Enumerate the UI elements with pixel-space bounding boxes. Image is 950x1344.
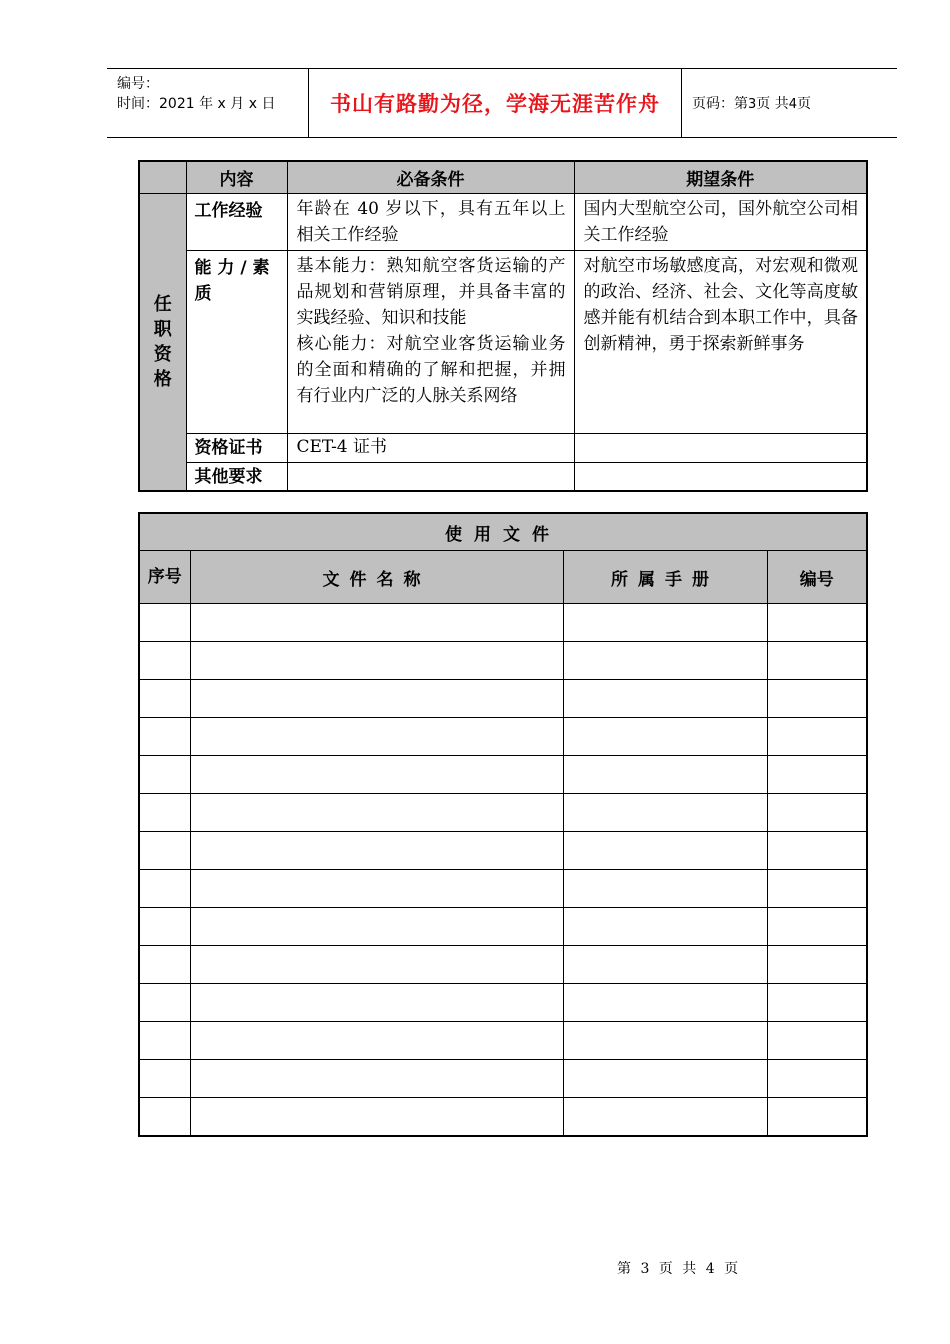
table-row [139,946,867,984]
qualification-row-experience [139,194,867,251]
cell-seq [139,908,190,946]
cell-code [767,604,867,642]
cell-manual [563,642,767,680]
table-row [139,1060,867,1098]
cell-manual [563,984,767,1022]
cell-seq [139,870,190,908]
column-header-desired: 期望条件 [574,161,867,194]
table-row [139,642,867,680]
cell-manual [563,1098,767,1137]
required-ability-core: 核心能力：对航空业客货运输业务的全面和精确的了解和把握，并拥有行业内广泛的人脉关系网络 [296,334,566,406]
document-number-label: 编号： [117,76,159,92]
cell-seq [139,680,190,718]
cell-manual [563,756,767,794]
table-row [139,870,867,908]
page-mid: 页 共 [756,96,789,112]
cell-code [767,946,867,984]
cell-name [190,604,563,642]
cell-seq [139,642,190,680]
table-row [139,604,867,642]
cell-manual [563,680,767,718]
cell-name [190,1022,563,1060]
documents-header-row [139,551,867,604]
cell-manual [563,832,767,870]
header-motto-cell [308,69,682,137]
page-total: 4 [788,97,798,112]
table-row [139,1098,867,1137]
cell-name [190,832,563,870]
required-ability [287,251,574,434]
row-label-ability: 能 力 / 素质 [186,251,287,434]
page-prefix: 页码：第 [692,96,748,112]
row-label-experience: 工作经验 [186,194,287,251]
cell-code [767,870,867,908]
required-other [287,463,574,492]
cell-manual [563,718,767,756]
cell-name [190,756,563,794]
required-certificate: CET-4 证书 [287,434,574,463]
cell-name [190,794,563,832]
header-page-info [682,69,897,137]
cell-manual [563,946,767,984]
desired-experience: 国内大型航空公司，国外航空公司相关工作经验 [574,194,867,251]
header-motto: 书山有路勤为径，学海无涯苦作舟 [330,92,660,116]
cell-name [190,718,563,756]
page-footer: 第 3 页 共 4 页 [617,1261,739,1277]
column-header-required: 必备条件 [287,161,574,194]
row-label-certificate: 资格证书 [186,434,287,463]
cell-seq [139,1098,190,1137]
documents-title-row [139,513,867,551]
cell-name [190,908,563,946]
cell-seq [139,984,190,1022]
corner-cell [139,161,186,194]
header-meta [107,69,307,137]
documents-title: 使用文件 [139,513,867,551]
cell-manual [563,908,767,946]
cell-code [767,1098,867,1137]
cell-code [767,908,867,946]
cell-code [767,832,867,870]
cell-code [767,1060,867,1098]
table-row [139,794,867,832]
table-row [139,984,867,1022]
cell-code [767,642,867,680]
cell-name [190,1060,563,1098]
qualification-row-ability [139,251,867,434]
side-label: 任职资格 [153,294,172,390]
documents-table [138,512,868,1137]
cell-seq [139,794,190,832]
page-indicator [692,93,811,113]
column-header-name: 文件名称 [190,551,563,604]
cell-seq [139,832,190,870]
cell-manual [563,604,767,642]
column-header-code: 编号 [767,551,867,604]
cell-seq [139,1060,190,1098]
qualifications-table [138,160,868,492]
cell-code [767,756,867,794]
qualification-row-certificate [139,434,867,463]
cell-name [190,680,563,718]
documents-body [139,604,867,1137]
qualification-row-other [139,463,867,492]
document-date: 时间：2021 年 x 月 x 日 [117,96,276,112]
desired-other [574,463,867,492]
cell-manual [563,1060,767,1098]
cell-manual [563,794,767,832]
cell-name [190,984,563,1022]
column-header-manual: 所属手册 [563,551,767,604]
cell-manual [563,1022,767,1060]
cell-code [767,794,867,832]
column-header-content: 内容 [186,161,287,194]
side-label-cell [139,194,186,492]
cell-name [190,642,563,680]
page-header [107,68,897,138]
cell-name [190,870,563,908]
table-row [139,1022,867,1060]
table-row [139,718,867,756]
required-ability-basic: 基本能力：熟知航空客货运输的产品规划和营销原理，并具备丰富的实践经验、知识和技能 [296,256,566,328]
cell-seq [139,946,190,984]
table-row [139,832,867,870]
cell-code [767,718,867,756]
cell-seq [139,1022,190,1060]
desired-ability: 对航空市场敏感度高，对宏观和微观的政治、经济、社会、文化等高度敏感并能有机结合到本职工作中，具备创新精神，勇于探索新鲜事务 [574,251,867,434]
cell-seq [139,718,190,756]
table-row [139,908,867,946]
required-experience: 年龄在 40 岁以下，具有五年以上相关工作经验 [287,194,574,251]
row-label-other: 其他要求 [186,463,287,492]
cell-seq [139,604,190,642]
cell-manual [563,870,767,908]
cell-name [190,946,563,984]
table-row [139,756,867,794]
cell-code [767,680,867,718]
cell-code [767,984,867,1022]
cell-code [767,1022,867,1060]
table-row [139,680,867,718]
desired-certificate [574,434,867,463]
cell-seq [139,756,190,794]
column-header-seq: 序号 [139,551,190,604]
cell-name [190,1098,563,1137]
page-suffix: 页 [797,96,812,112]
qualifications-header-row [139,161,867,194]
page-current: 3 [748,97,757,112]
